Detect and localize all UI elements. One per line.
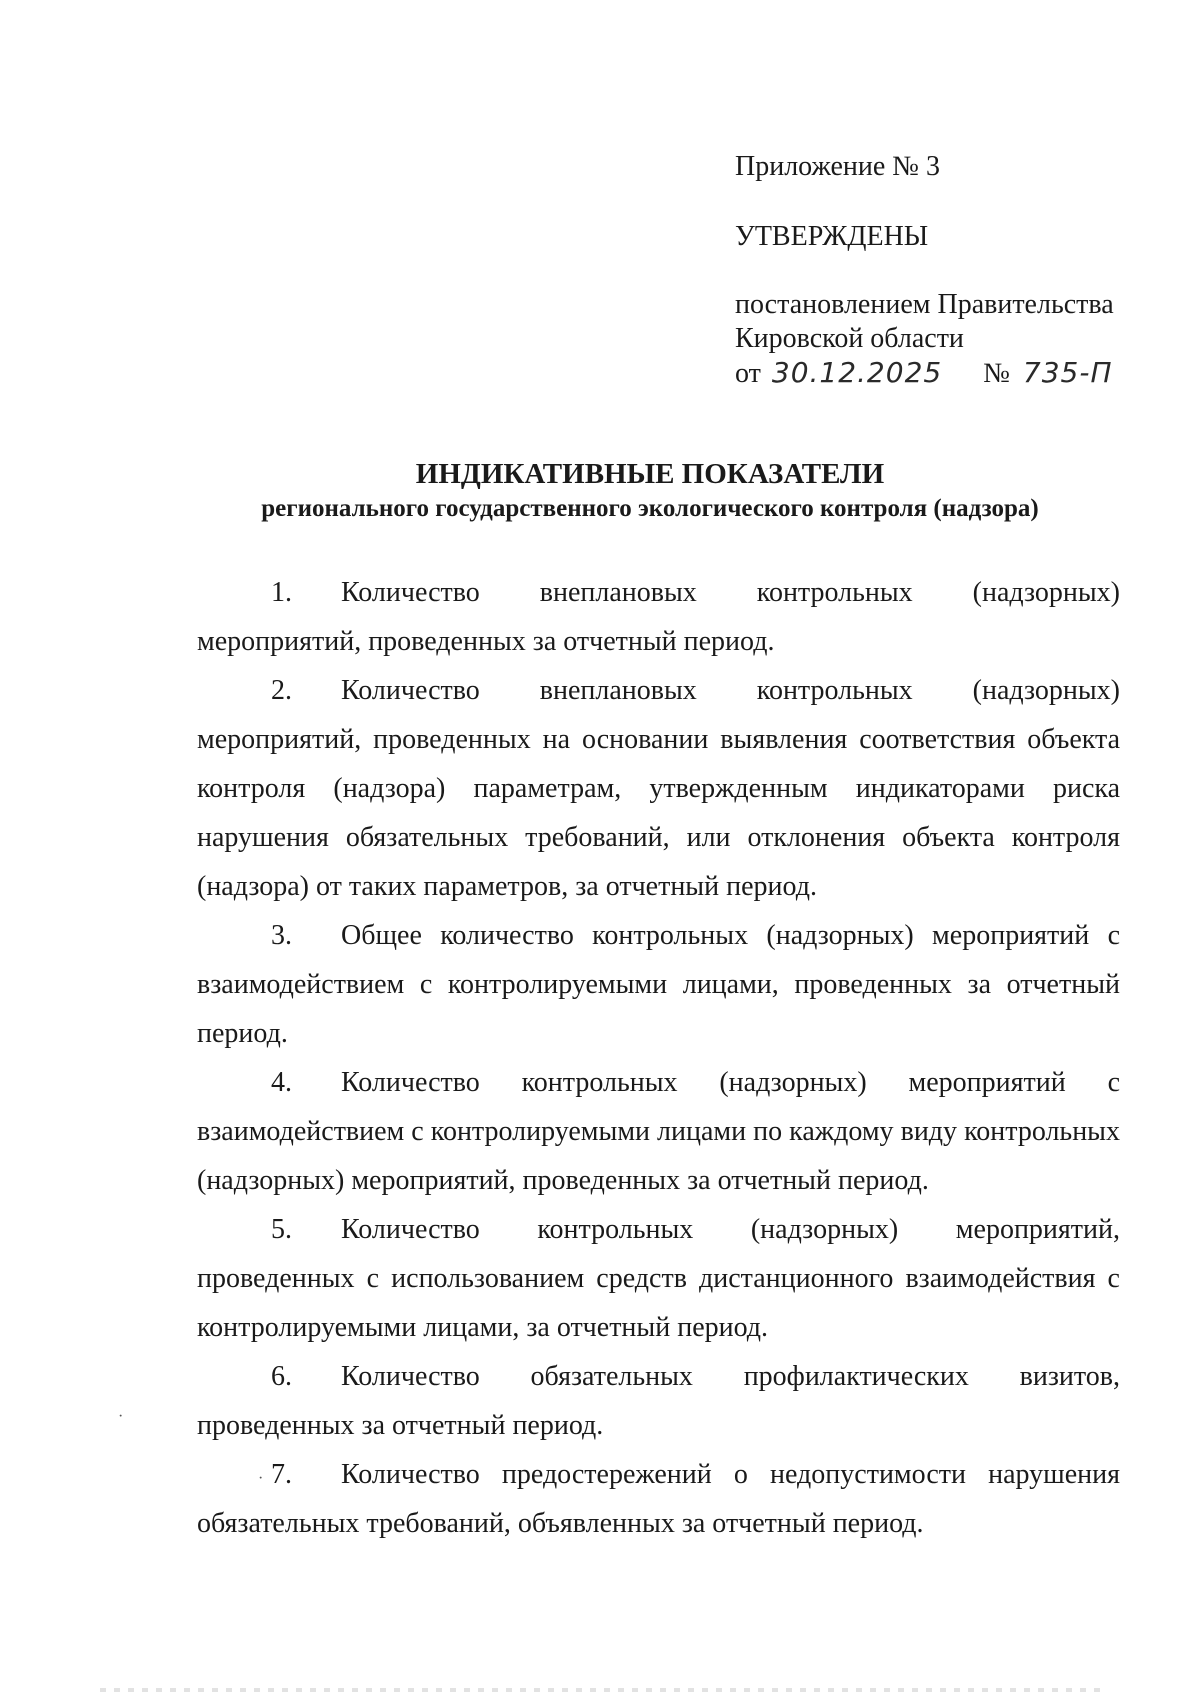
appendix-label: Приложение № 3 [735,151,940,182]
scan-speck: · [258,1470,264,1487]
indicator-item [197,1450,1120,1548]
indicator-text: Количество предостережений о недопустимости нарушения обязательных требований, объявленных за отчетный период. [197,1459,1120,1539]
indicator-item [197,568,1120,666]
indicator-text: Количество обязательных профилактических визитов, проведенных за отчетный период. [197,1361,1120,1441]
indicator-number: 5. [271,1214,292,1245]
decree-line-1: постановлением Правительства [735,289,1114,320]
decree-date-line [735,356,1155,391]
indicator-list [197,568,1120,1548]
date-prefix: от [735,358,761,389]
indicator-item [197,1205,1120,1352]
indicator-number: 3. [271,920,292,951]
indicator-text: Общее количество контрольных (надзорных) мероприятий с взаимодействием с контролируемыми лицами, проведенных за отчетный период. [197,920,1120,1049]
indicator-text: Количество внеплановых контрольных (надзорных) мероприятий, проведенных на основании выявления соответствия объекта контроля (надзора) параметрам, утвержденным индикаторами риска нарушения обязательных требований, или отклонения объекта контроля (надзора) от таких параметров, за отчетный период. [197,675,1120,902]
approved-label: УТВЕРЖДЕНЫ [735,221,929,252]
approval-block [735,150,1155,391]
indicator-text: Количество контрольных (надзорных) мероприятий с взаимодействием с контролируемыми лицами по каждому виду контрольных (надзорных) мероприятий, проведенных за отчетный период. [197,1067,1120,1196]
number-sign: № [983,358,1010,389]
indicator-number: 2. [271,675,292,706]
indicator-number: 7. [271,1459,292,1490]
indicator-text: Количество контрольных (надзорных) мероприятий, проведенных с использованием средств дистанционного взаимодействия с контролируемыми лицами, за отчетный период. [197,1214,1120,1343]
scan-artifact-strip [100,1688,1100,1692]
decree-line-2: Кировской области [735,323,964,354]
indicator-item [197,911,1120,1058]
title-line-2: регионального государственного экологического контроля (надзора) [261,495,1039,522]
decree-reference [735,288,1155,391]
indicator-number: 6. [271,1361,292,1392]
handwritten-number: 735-П [1022,356,1113,389]
scan-speck: · [118,1408,124,1425]
indicator-item [197,1058,1120,1205]
indicator-item [197,1352,1120,1450]
indicator-number: 1. [271,577,292,608]
title-line-1: ИНДИКАТИВНЫЕ ПОКАЗАТЕЛИ [415,458,885,490]
indicator-text: Количество внеплановых контрольных (надзорных) мероприятий, проведенных за отчетный период. [197,577,1120,657]
indicator-number: 4. [271,1067,292,1098]
document-title [150,456,1150,526]
handwritten-date: 30.12.2025 [771,356,943,389]
indicator-item [197,666,1120,911]
